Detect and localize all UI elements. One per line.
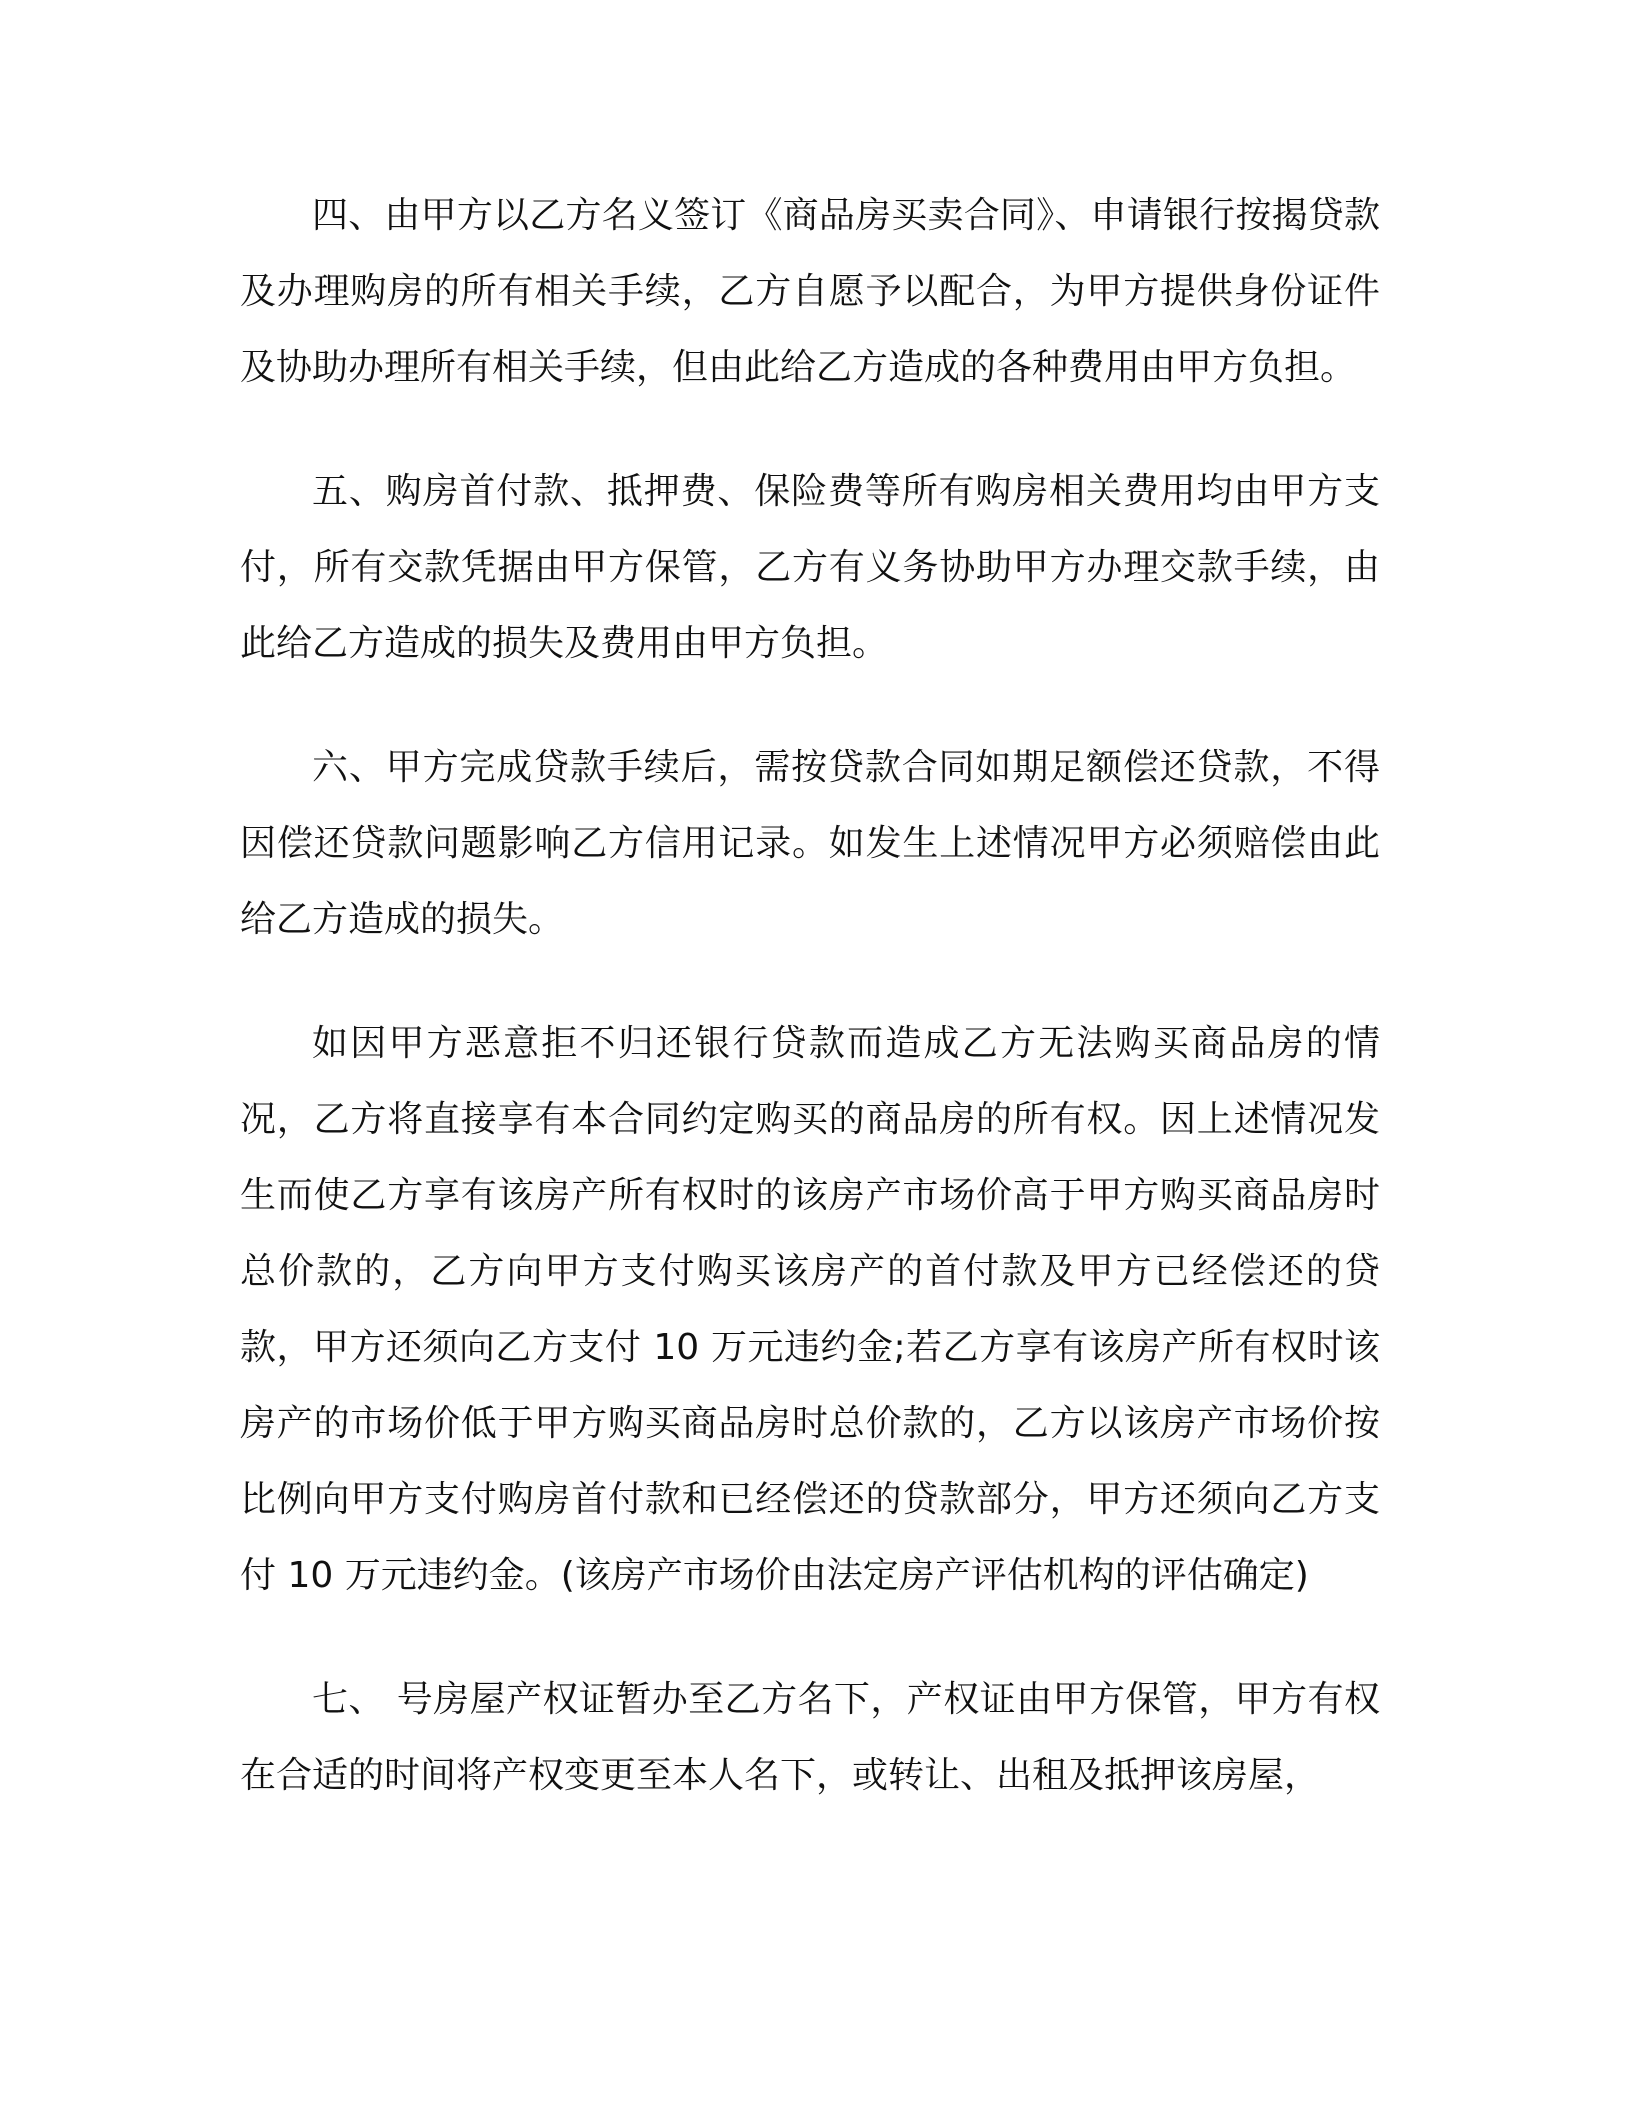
document-page — [240, 178, 1380, 1814]
clause-six-paragraph: 六、甲方完成贷款手续后，需按贷款合同如期足额偿还贷款，不得因偿还贷款问题影响乙方信用记录。如发生上述情况甲方必须赔偿由此给乙方造成的损失。 — [240, 747, 1380, 940]
clause-four-paragraph: 四、由甲方以乙方名义签订《商品房买卖合同》、申请银行按揭贷款及办理购房的所有相关手续，乙方自愿予以配合，为甲方提供身份证件及协助办理所有相关手续，但由此给乙方造成的各种费用由甲方负担。 — [240, 195, 1380, 388]
clause-six-supplement-paragraph: 如因甲方恶意拒不归还银行贷款而造成乙方无法购买商品房的情况，乙方将直接享有本合同约定购买的商品房的所有权。因上述情况发生而使乙方享有该房产所有权时的该房产市场价高于甲方购买商品房时总价款的，乙方向甲方支付购买该房产的首付款及甲方已经偿还的贷款，甲方还须向乙方支付 10 万元违约金;若乙方享有该房产所有权时该房产的市场价低于甲方购买商品房时总价款的，乙方以该房产市场价按比例向甲方支付购房首付款和已经偿还的贷款部分，甲方还须向乙方支付 10 万元违约金。(该房产市场价由法定房产评估机构的评估确定) — [240, 1023, 1380, 1596]
clause-five-paragraph: 五、购房首付款、抵押费、保险费等所有购房相关费用均由甲方支付，所有交款凭据由甲方保管，乙方有义务协助甲方办理交款手续，由此给乙方造成的损失及费用由甲方负担。 — [240, 471, 1380, 664]
clause-seven-paragraph: 七、 号房屋产权证暂办至乙方名下，产权证由甲方保管，甲方有权在合适的时间将产权变更至本人名下，或转让、出租及抵押该房屋， — [240, 1679, 1380, 1796]
